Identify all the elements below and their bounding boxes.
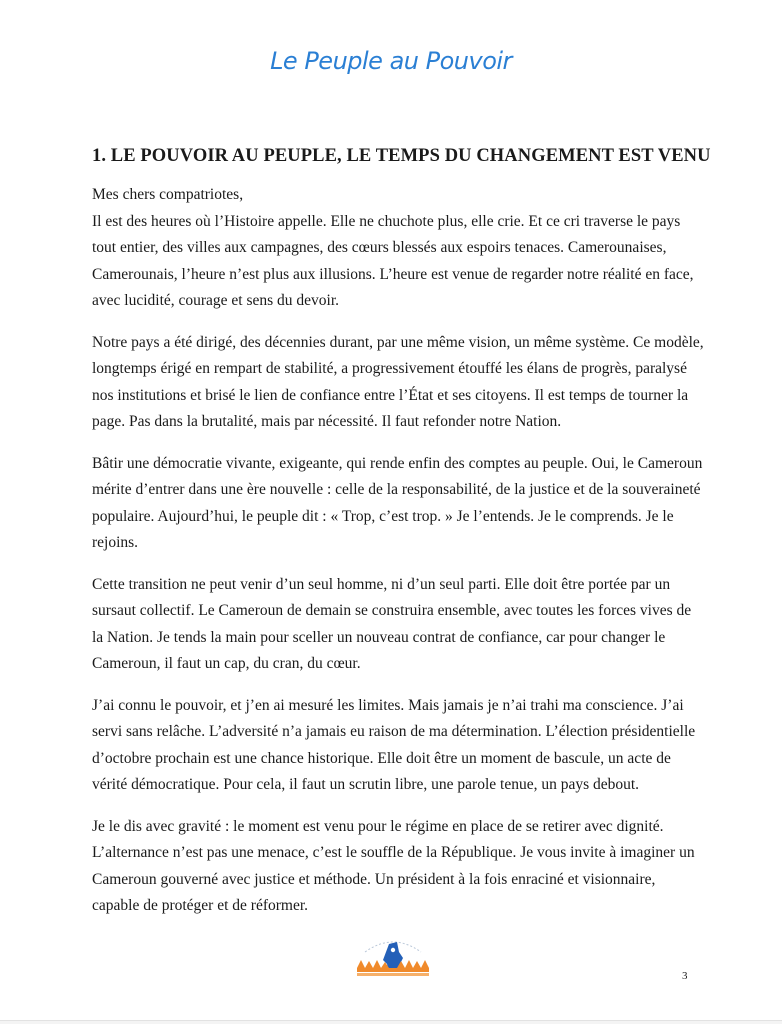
paragraph-4: Cette transition ne peut venir d’un seul homme, ni d’un seul parti. Elle doit être portée par un sursaut collectif. Le Cameroun de demain se construira ensemble, avec toutes les forces vives de la Nation. Je tends la main pour sceller un nouveau contrat de confiance, car pour changer le Cameroun, il faut un cap, du cran, du cœur.: [92, 575, 692, 672]
section-heading: 1. LE POUVOIR AU PEUPLE, LE TEMPS DU CHANGEMENT EST VENU: [92, 146, 711, 166]
page-number: 3: [682, 970, 688, 982]
paragraph-6: Je le dis avec gravité : le moment est venu pour le régime en place de se retirer avec dignité. L’alternance n’est pas une menace, c’est le souffle de la République. Je vous invite à imaginer un Cameroun gouverné avec justice et méthode. Un président à la fois enraciné et visionnaire, capable de protéger et de réformer.: [92, 817, 695, 914]
paragraph-3: Bâtir une démocratie vivante, exigeante, qui rende enfin des comptes au peuple. Oui, le Cameroun mérite d’entrer dans une ère nouvelle : celle de la responsabilité, de la justice et de la souveraineté populaire. Aujourd’hui, le peuple dit : « Trop, c’est trop. » Je l’entends. Je le comprends. Je le rejoins.: [92, 454, 703, 551]
paragraph-2: Notre pays a été dirigé, des décennies durant, par une même vision, un même système. Ce modèle, longtemps érigé en rempart de stabilité, a progressivement étouffé les élans de progrès, paralysé nos institutions et brisé le lien de confiance entre l’État et ses citoyens. Il est temps de tourner la page. Pas dans la brutalité, mais par nécessité. Il faut refonder notre Nation.: [92, 333, 704, 430]
brand-title: Le Peuple au Pouvoir: [270, 47, 512, 75]
campaign-logo-icon: [353, 930, 433, 986]
section-body: [92, 182, 704, 935]
paragraph-5: J’ai connu le pouvoir, et j’en ai mesuré les limites. Mais jamais je n’ai trahi ma conscience. J’ai servi sans relâche. L’adversité n’a jamais eu raison de ma détermination. L’élection présidentielle d’octobre prochain est une chance historique. Elle doit être un moment de bascule, un acte de vérité démocratique. Pour cela, il faut un scrutin libre, une parole tenue, un pays debout.: [92, 696, 696, 793]
salutation: Mes chers compatriotes,: [92, 186, 244, 203]
paragraph-1: Il est des heures où l’Histoire appelle. Elle ne chuchote plus, elle crie. Et ce cri traverse le pays tout entier, des villes aux campagnes, des cœurs blessés aux espoirs tenaces. Camerounaises, Camerounais, l’heure n’est plus aux illusions. L’heure est venue de regarder notre réalité en face, avec lucidité, courage et sens du devoir.: [92, 212, 694, 309]
